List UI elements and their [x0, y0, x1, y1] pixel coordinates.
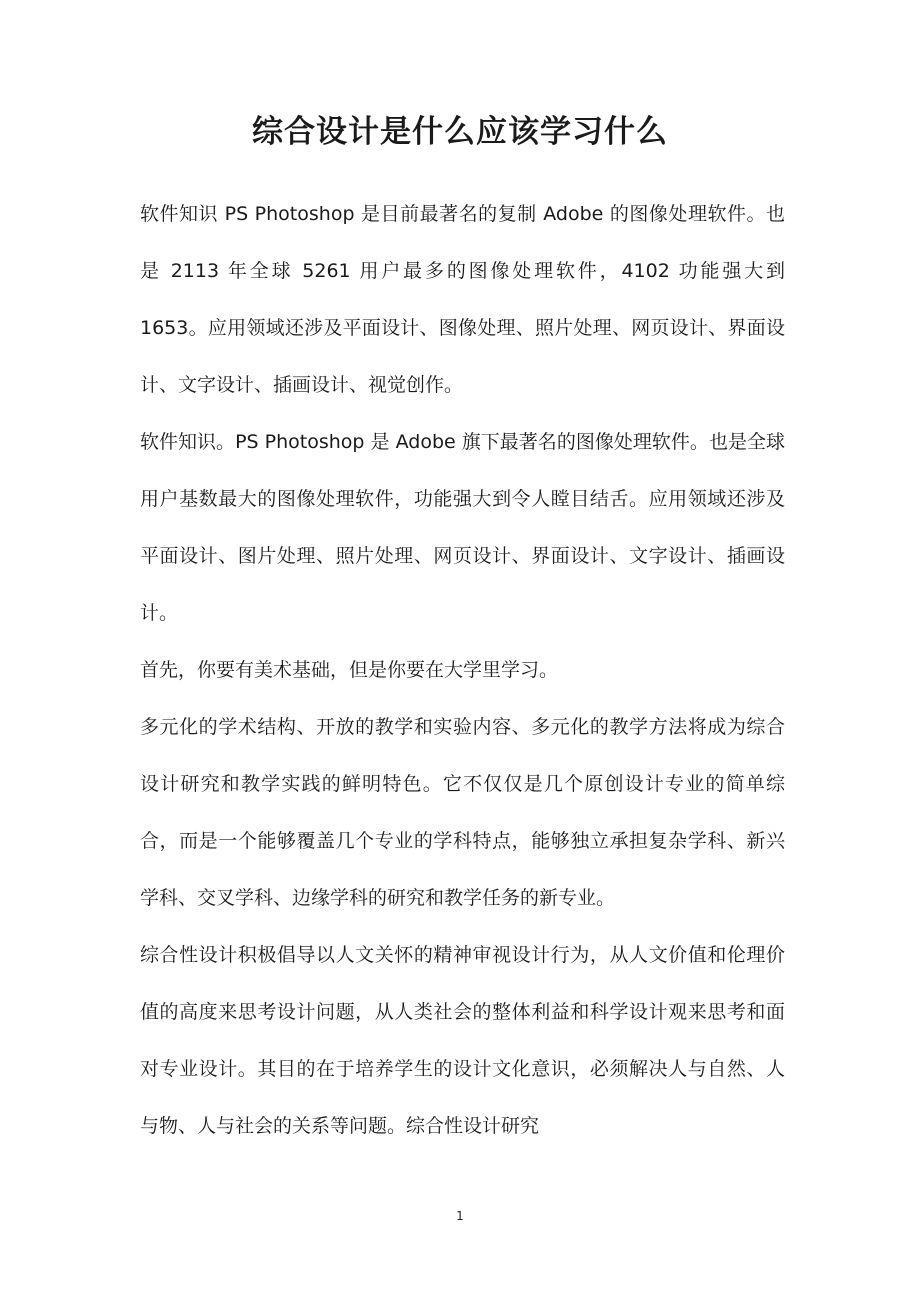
page-number: 1	[456, 1209, 464, 1223]
paragraph-2: 软件知识。PS Photoshop 是 Adobe 旗下最著名的图像处理软件。也是全球用户基数最大的图像处理软件，功能强大到令人瞠目结舌。应用领域还涉及平面设计、图片处理、照片处理、网页设计、界面设计、文字设计、插画设计。	[140, 431, 785, 624]
document-body	[140, 186, 785, 1155]
paragraph-3: 首先，你要有美术基础，但是你要在大学里学习。	[140, 659, 559, 681]
paragraph-1: 软件知识 PS Photoshop 是目前最著名的复制 Adobe 的图像处理软件。也是 2113 年全球 5261 用户最多的图像处理软件，4102 功能强大到 1653。应用领域还涉及平面设计、图像处理、照片处理、网页设计、界面设计、文字设计、插画设计、视觉创作。	[140, 203, 785, 396]
paragraph-5: 综合性设计积极倡导以人文关怀的精神审视设计行为，从人文价值和伦理价值的高度来思考设计问题，从人类社会的整体利益和科学设计观来思考和面对专业设计。其目的在于培养学生的设计文化意识，必须解决人与自然、人与物、人与社会的关系等问题。综合性设计研究	[140, 944, 785, 1137]
page-title: 综合设计是什么应该学习什么	[252, 114, 668, 150]
paragraph-4: 多元化的学术结构、开放的教学和实验内容、多元化的教学方法将成为综合设计研究和教学实践的鲜明特色。它不仅仅是几个原创设计专业的简单综合，而是一个能够覆盖几个专业的学科特点，能够独立承担复杂学科、新兴学科、交叉学科、边缘学科的研究和教学任务的新专业。	[140, 716, 785, 909]
